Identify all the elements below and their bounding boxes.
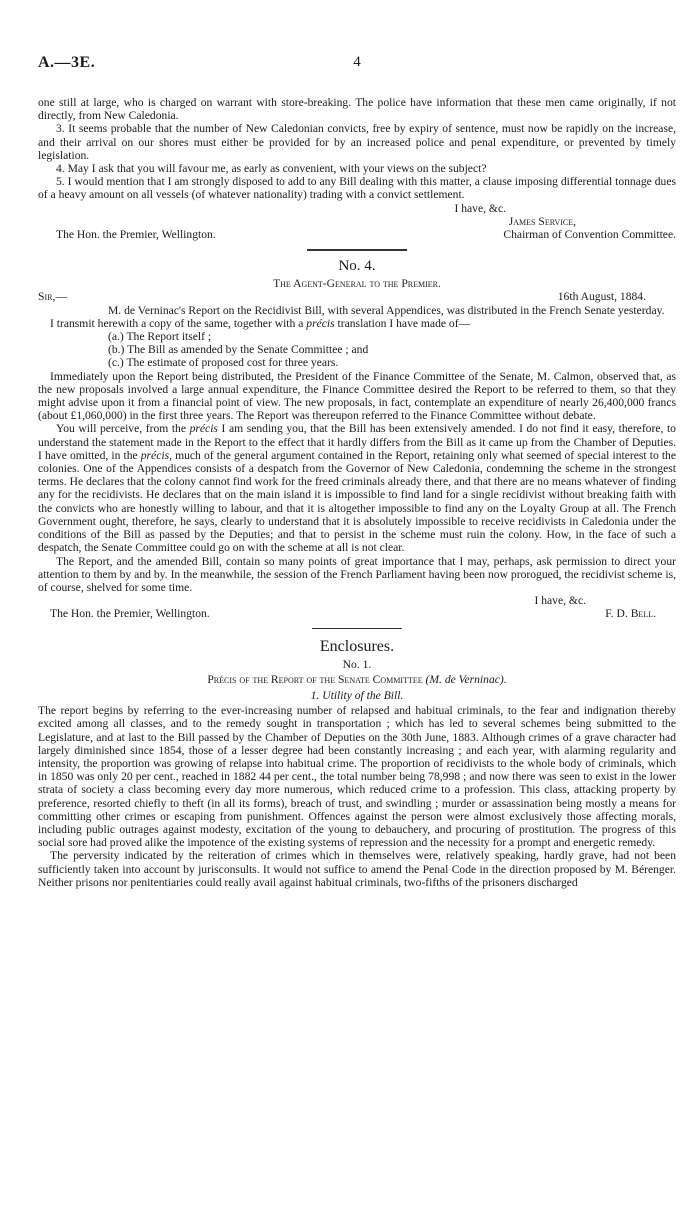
enclosure-number: No. 1. [342, 657, 372, 671]
text-run: I am sending you, that the Bill has been extensively amended. I do not find it easy, therefore, to understand the statement made in the Report to the effect that it hardly differs from the Bill as it came up from the Chamber of Deputies. I have omitted, in the [38, 422, 676, 462]
page-header [38, 0, 676, 71]
signer-name-text: James Service, [508, 214, 576, 228]
paragraph: The Report, and the amended Bill, contain so many points of great importance that I may, perhaps, ask permission to direct your attention to them by and by. In the meanwhile, the session of the French Parliament having been now prorogued, the recidivist scheme is, of course, shelved for some time. [38, 554, 676, 594]
enclosures-section [38, 637, 676, 889]
enclosure-title [38, 673, 676, 686]
paragraph: 3. It seems probable that the number of New Caledonian convicts, free by expiry of sentence, must now be rapidly on the increase, and their arrival on our shores must either be provided for by an increased police and penal expenditure, or prevented by timely legislation. [38, 122, 676, 162]
letter-4 [38, 257, 676, 620]
paragraph: M. de Verninac's Report on the Recidivist Bill, with several Appendices, was distributed in the French Senate yesterday. [108, 303, 665, 317]
italic-term: précis, [140, 448, 172, 462]
letter-date: 16th August, 1884. [557, 290, 646, 304]
text-run: much of the general argument contained in the Report, retaining only what seemed of special interest to the colonies. One of the Appendices consists of a despatch from the Governor of New Caledonia, condemning the scheme in the strongest terms. He declares that the colony cannot find work for the freed criminals already there, and that there are no means whatever of finding any for the recidivists. He declares that on the main island it is impossible to find land for a single recidivist without breaking faith with the convicts who are honestly willing to labour, and that it is altogether impossible to find any on the Loyalty Group at all. The French Government ought, therefore, he says, clearly to understand that it is absolutely impossible to receive recidivists in Caledonia under the conditions of the Bill as passed by the Deputies; and that to persist in the scheme must ruin the colony. How, in the face of such a despatch, the Senate Committee could go on with the scheme at all is not clear. [38, 448, 677, 555]
signer-title: Chairman of Convention Committee. [503, 228, 676, 242]
closing [38, 202, 676, 215]
paragraph [38, 317, 676, 330]
document-reference: A.—3E. [38, 54, 96, 71]
list-item: (c.) The estimate of proposed cost for three years. [108, 356, 339, 370]
addressee: The Hon. the Premier, Wellington. [50, 607, 210, 621]
title-text: Précis of the Report of the Senate Committee [207, 672, 423, 686]
subsection-heading: 1. Utility of the Bill. [310, 688, 404, 702]
text-run: translation I have made of— [337, 316, 471, 330]
paragraph: The report begins by referring to the ever-increasing number of relapsed and habitual criminals, to the fear and indignation thereby excited among all classes, and to the remedy sought in transportation ; which has led to several schemes being submitted to the Legislature, and at last to the Bill passed by the Chamber of Deputies on the 30th June, 1883. Although crimes of a grave character had largely diminished since 1854, those of a lesser degree had been constantly increasing ; and each year, with alarming regularity and intensity, the proportion was growing of relapse into habitual crime. The proportion of recidivists to the whole body of criminals, which in 1850 was only 20 per cent., reached in 1882 44 per cent., the total number being 78,998 ; and now there was seen to exist in the lower strata of society a class becoming every day more numerous, which reduced crime to a profession. This class, attacking property by preference, resorted chiefly to theft (in all its forms), breach of trust, and swindling ; murder or assassination being mostly a means for committing other crimes or escaping from punishment. Offences against the person were almost exclusively those affecting morals, including public outrages against modesty, excitation of the young to debauchery, and procuring of prostitution. The progress of this social sore had proved alike the impotence of the existing systems of repression and the necessity for a prompt and energetic remedy. [38, 704, 676, 850]
page-number: 4 [353, 54, 361, 70]
text-run: You will perceive, from the [56, 422, 187, 436]
italic-term: précis [306, 316, 335, 330]
list-item: (a.) The Report itself ; [108, 330, 212, 344]
signer-name [38, 215, 676, 228]
paragraph: one still at large, who is charged on warrant with store-breaking. The police have information that these men came originally, if not directly, from New Caledonia. [38, 96, 676, 123]
address-line [38, 228, 676, 241]
paragraph [38, 422, 676, 554]
title-italic: (M. de Verninac). [425, 672, 507, 686]
paragraph: 5. I would mention that I am strongly disposed to add to any Bill dealing with this matter, a clause imposing differential tonnage dues of a heavy amount on all vessels (of whatever nationality) trading with a convict settlement. [38, 175, 676, 202]
text-run: I transmit herewith a copy of the same, together with a [50, 316, 304, 330]
section-divider [307, 249, 407, 251]
section-divider [312, 628, 402, 629]
closing [38, 594, 676, 607]
paragraph: Immediately upon the Report being distributed, the President of the Finance Committee of the Senate, M. Calmon, observed that, as the new proposals involved a large annual expenditure, the Finance Committee desired the Report to be referred to them, so that they might advise upon it from a financial point of view. The new proposals, in fact, contemplate an expenditure of nearly 26,400,000 francs (about £1,060,000) in the first three years. The Report was thereupon referred to the Finance Committee without debate. [38, 369, 676, 423]
italic-term: précis [189, 422, 218, 436]
salutation-line [38, 290, 676, 303]
address-line [38, 607, 676, 620]
enclosures-heading: Enclosures. [319, 637, 395, 655]
list-item: (b.) The Bill as amended by the Senate Committee ; and [108, 343, 369, 357]
paragraph: 4. May I ask that you will favour me, as early as convenient, with your views on the subject? [56, 162, 487, 176]
signer: F. D. Bell. [605, 607, 656, 621]
closing-text: I have, &c. [454, 201, 506, 215]
addressee: The Hon. the Premier, Wellington. [56, 228, 216, 242]
closing-text: I have, &c. [534, 594, 586, 608]
salutation: Sir,— [38, 290, 67, 304]
letter-number: No. 4. [338, 258, 376, 275]
letter-3-continuation [38, 96, 676, 241]
letter-from-to: The Agent-General to the Premier. [273, 277, 441, 291]
paragraph: The perversity indicated by the reiteration of crimes which in themselves were, relatively speaking, hardly grave, had not been sufficiently taken into account by jurisconsults. It would not suffice to amend the Penal Code in the direction proposed by M. Bérenger. Neither prisons nor penitentiaries could really avail against habitual criminals, two-fifths of the prisoners discharged [38, 849, 676, 889]
